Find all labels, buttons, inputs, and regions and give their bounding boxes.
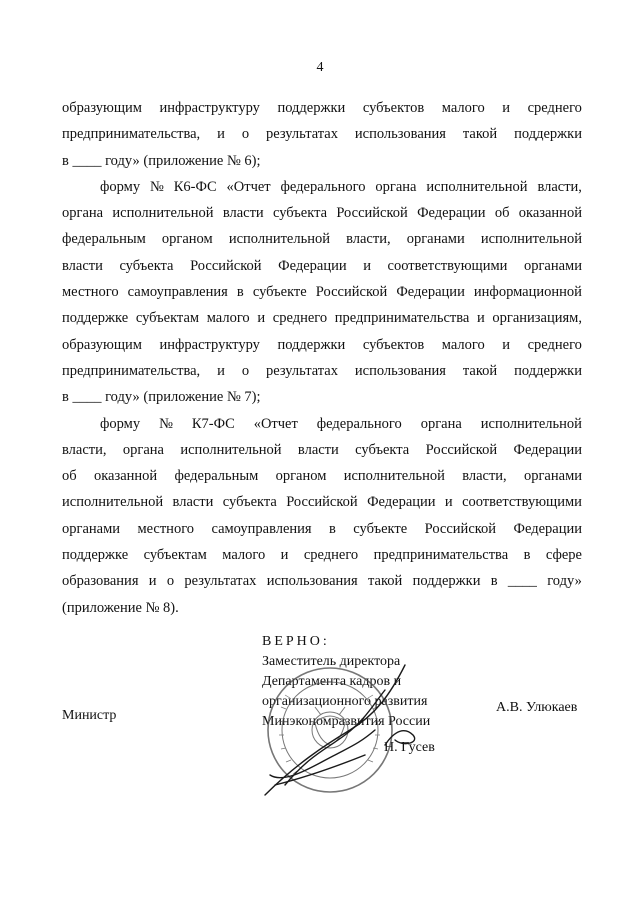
- word: субъектов: [362, 336, 425, 353]
- word: использования: [354, 126, 446, 143]
- word: использования: [266, 573, 358, 590]
- page-number: 4: [316, 60, 324, 75]
- word: среднего: [303, 547, 359, 564]
- word: исполнительной: [343, 468, 445, 485]
- word: Федерации: [417, 205, 486, 222]
- word: среднего: [272, 310, 328, 327]
- word: образующим: [62, 100, 142, 116]
- word: исполнительной: [480, 415, 582, 432]
- word: поддержки: [277, 100, 346, 116]
- word: инфраструктуру: [159, 100, 260, 116]
- word: исполнительной: [480, 231, 582, 248]
- document-body: [62, 95, 582, 621]
- word: Российской: [336, 205, 408, 222]
- word: Федерации: [513, 441, 582, 458]
- text-line: [62, 384, 582, 410]
- word: об: [494, 205, 510, 222]
- text-line: [62, 358, 582, 384]
- text-line: [62, 411, 582, 437]
- word: о: [166, 573, 175, 590]
- word: самоуправления: [211, 520, 312, 537]
- word: субъекта: [355, 441, 410, 458]
- word: органа: [62, 205, 104, 222]
- word: субъекте: [252, 284, 307, 301]
- text-line: [62, 332, 582, 358]
- word: самоуправления: [127, 284, 228, 301]
- word: об: [62, 468, 77, 485]
- word: использования: [354, 362, 446, 379]
- word: Федерации: [513, 520, 582, 537]
- text-line: [62, 200, 582, 226]
- word: власти: [62, 257, 103, 274]
- text-line: [62, 568, 582, 594]
- word: предпринимательства: [334, 310, 470, 327]
- word: соответствующими: [462, 494, 582, 511]
- word: Российской: [425, 441, 498, 458]
- word: органа: [375, 178, 417, 195]
- word: власти,: [346, 231, 391, 248]
- word: поддержке: [62, 310, 129, 327]
- word: органа: [122, 441, 164, 458]
- text-line: [62, 305, 582, 331]
- word: и: [217, 126, 225, 143]
- word: оказанной: [518, 205, 582, 222]
- word: организациям,: [492, 310, 582, 327]
- certification-line-4: Минэкономразвития России: [262, 714, 431, 729]
- text-line: [62, 542, 582, 568]
- word: информационной: [473, 284, 582, 301]
- word: «Отчет: [226, 178, 271, 195]
- word: Российской: [315, 284, 388, 301]
- signatory-name: А.В. Улюкаев: [496, 700, 578, 715]
- word: предпринимательства,: [62, 362, 201, 379]
- word: местного: [62, 284, 119, 301]
- word: федерального: [280, 178, 366, 195]
- word: поддержки: [514, 362, 582, 379]
- text-line: [62, 437, 582, 463]
- word: такой: [462, 126, 498, 143]
- word: форму: [100, 415, 141, 432]
- word: органами: [62, 520, 121, 537]
- word: власти,: [62, 441, 107, 458]
- word: Федерации: [367, 494, 436, 511]
- text-line: [62, 489, 582, 515]
- word: образующим: [62, 336, 142, 353]
- word: власти,: [462, 468, 507, 485]
- word: образования: [62, 573, 139, 590]
- text-line: [62, 516, 582, 542]
- word: федеральным: [174, 468, 259, 485]
- text-line: [62, 148, 582, 174]
- word: сфере: [545, 547, 582, 564]
- word: инфраструктуру: [159, 336, 260, 353]
- word: результатах: [266, 126, 338, 143]
- word: году»: [547, 573, 582, 590]
- word: «Отчет: [253, 415, 298, 432]
- word: о: [241, 362, 250, 379]
- word: такой: [462, 362, 498, 379]
- word: органами: [523, 468, 582, 485]
- word: предпринимательства: [373, 547, 509, 564]
- word: в: [523, 547, 531, 564]
- word: в ____ году» (приложение № 7);: [62, 389, 261, 406]
- word: власти,: [537, 178, 582, 195]
- text-line: [62, 253, 582, 279]
- word: и: [502, 336, 511, 353]
- text-line: [62, 226, 582, 252]
- word: и: [148, 573, 157, 590]
- word: власти: [222, 205, 264, 222]
- word: исполнительной: [426, 178, 528, 195]
- word: (приложение № 8).: [62, 599, 179, 616]
- certifier-name: Н. Гусев: [384, 740, 435, 755]
- word: предпринимательства,: [62, 126, 201, 143]
- word: федеральным: [62, 231, 146, 248]
- text-line: [62, 463, 582, 489]
- certification-line-2: Департамента кадров и: [262, 674, 402, 689]
- text-line: [62, 95, 582, 121]
- word: Федерации: [278, 257, 347, 274]
- word: органом: [161, 231, 213, 248]
- word: исполнительной: [112, 205, 214, 222]
- word: субъектам: [135, 310, 200, 327]
- word: Федерации: [396, 284, 465, 301]
- word: и: [363, 257, 371, 274]
- word: субъекта: [119, 257, 174, 274]
- word: исполнительной: [180, 441, 282, 458]
- word: и: [476, 310, 485, 327]
- word: органами: [406, 231, 465, 248]
- word: №: [150, 178, 164, 195]
- word: малого: [222, 547, 266, 564]
- word: исполнительной: [228, 231, 330, 248]
- word: Российской: [286, 494, 358, 511]
- word: форму: [100, 178, 141, 195]
- word: власти: [297, 441, 339, 458]
- word: малого: [206, 310, 250, 327]
- word: в: [329, 520, 336, 537]
- word: среднего: [527, 100, 582, 116]
- word: о: [241, 126, 250, 143]
- certification-line-3: организационного развития: [262, 694, 428, 709]
- word: Российской: [190, 257, 262, 274]
- word: поддержки: [412, 573, 481, 590]
- word: поддержки: [514, 126, 582, 143]
- word: такой: [368, 573, 403, 590]
- word: в ____ году» (приложение № 6);: [62, 152, 261, 169]
- word: результатах: [266, 362, 338, 379]
- signatory-title: Министр: [62, 708, 117, 723]
- word: власти: [172, 494, 214, 511]
- word: среднего: [527, 336, 582, 353]
- text-line: [62, 279, 582, 305]
- word: субъектам: [143, 547, 207, 564]
- word: Российской: [424, 520, 497, 537]
- word: местного: [137, 520, 195, 537]
- word: результатах: [184, 573, 257, 590]
- word: ____: [507, 573, 537, 590]
- word: исполнительной: [62, 494, 164, 511]
- word: и: [280, 547, 289, 564]
- word: поддержке: [62, 547, 129, 564]
- word: К7-ФС: [191, 415, 235, 432]
- word: и: [444, 494, 453, 511]
- word: федерального: [316, 415, 402, 432]
- certification-line-1: Заместитель директора: [262, 654, 401, 669]
- word: субъекта: [222, 494, 277, 511]
- certification-verno: ВЕРНО:: [262, 634, 330, 649]
- word: К6-ФС: [173, 178, 217, 195]
- word: малого: [441, 100, 485, 116]
- word: и: [217, 362, 225, 379]
- word: и: [257, 310, 266, 327]
- word: поддержки: [277, 336, 346, 353]
- word: соответствующими: [387, 257, 508, 274]
- text-line: [62, 121, 582, 147]
- word: органа: [420, 415, 462, 432]
- word: в: [236, 284, 244, 301]
- text-line: [62, 595, 582, 621]
- word: субъекте: [353, 520, 408, 537]
- word: оказанной: [93, 468, 158, 485]
- word: малого: [441, 336, 485, 353]
- word: органами: [523, 257, 582, 274]
- word: №: [159, 415, 173, 432]
- word: субъектов: [362, 100, 425, 116]
- text-line: [62, 174, 582, 200]
- word: и: [502, 100, 511, 116]
- word: субъекта: [272, 205, 328, 222]
- word: в: [490, 573, 498, 590]
- official-seal-icon: [255, 635, 455, 815]
- word: органом: [275, 468, 327, 485]
